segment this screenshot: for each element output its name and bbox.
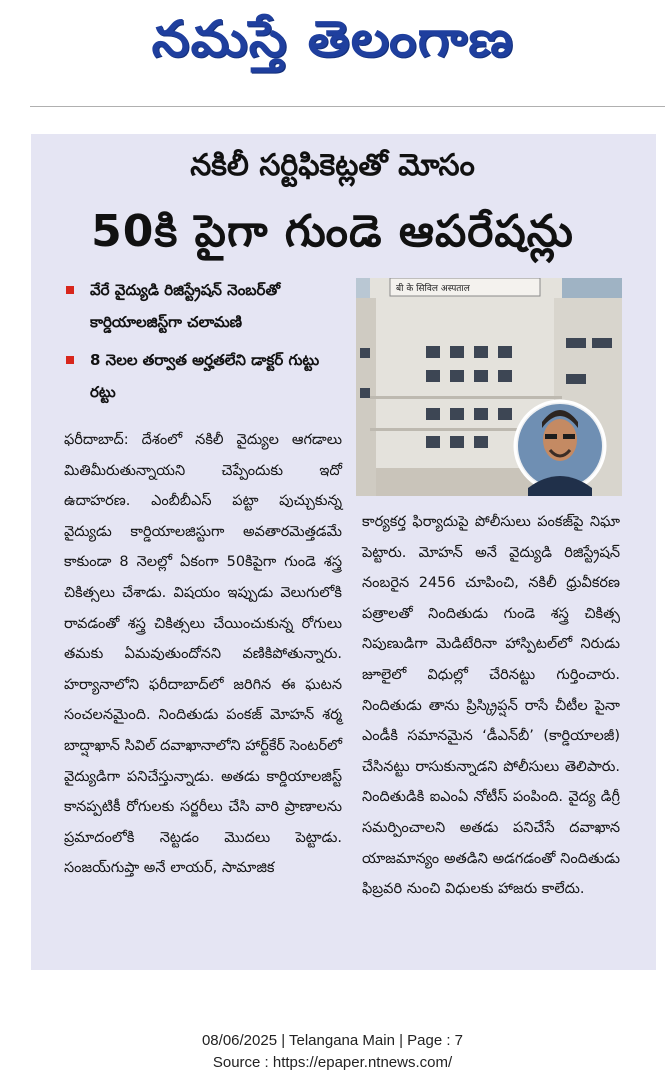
article-headline: 50కి పైగా గుండె ఆపరేషన్లు [91, 206, 574, 257]
bullet-text: 8 నెలల తర్వాత అర్హతలేని డాక్టర్ గుట్టు రట్టు [90, 351, 320, 401]
hospital-photo [356, 278, 622, 496]
article-body-right-column: కార్యకర్త ఫిర్యాదుపై పోలీసులు పంకజ్‌పై నిఘా పెట్టారు. మోహన్ అనే వైద్యుడి రిజిస్ట్రేషన్ నంబరైన 2456 చూపించి, నకిలీ ధ్రువీకరణ పత్రాలతో నిందితుడు గుండె శస్త్ర చికిత్స నిపుణుడిగా మెడిటేరినా హాస్పిటల్‌లో నిరుడు జూలైలో విధుల్లో చేరినట్టు గుర్తించారు. నిందితుడు తాను ప్రిస్క్రిప్షన్ రాసే చీటీల పైనా ఎండీకి సమానమైన ‘డీఎన్‌బీ’ (కార్డియాలజీ) చేసినట్టు రాసుకున్నాడని పోలీసులు తెలిపారు. నిందితుడికి ఐఎంఏ నోటీస్ పంపింది. వైద్య డిగ్రీ సమర్పించాలని అతడు పనిచేసే దవాఖాన యాజమాన్యం అతడిని అడగడంతో నిందితుడు ఫిబ్రవరి నుంచి విధులకు హాజరు కాలేదు. [362, 514, 620, 898]
newspaper-logo: నమస్తే తెలంగాణ [151, 9, 514, 68]
page-footer [0, 1030, 665, 1074]
bullet-square-icon [66, 356, 74, 364]
article-kicker: నకిలీ సర్టిఫికెట్లతో మోసం [190, 148, 475, 183]
highlight-bullet [62, 344, 342, 408]
masthead [0, 0, 665, 90]
bullet-text: వేరే వైద్యుడి రిజిస్ట్రేషన్ నెంబర్‌తో కార్డియాలజిస్ట్‌గా చలామణి [90, 281, 281, 331]
highlight-bullets [62, 274, 342, 414]
hospital-building-image [356, 278, 622, 496]
source-url[interactable]: Source : https://epaper.ntnews.com/ [212, 1054, 453, 1071]
edition-info: 08/06/2025 | Telangana Main | Page : 7 [201, 1032, 464, 1049]
highlight-bullet [62, 274, 342, 338]
bullet-square-icon [66, 286, 74, 294]
hospital-signboard: बी के सिविल अस्पताल [396, 284, 470, 294]
masthead-divider [30, 106, 665, 107]
article-body-left-column: ఫరీదాబాద్: దేశంలో నకిలీ వైద్యుల ఆగడాలు మితిమీరుతున్నాయని చెప్పేందుకు ఇదో ఉదాహరణ. ఎంబీబీఎస్ పట్టా పుచ్చుకున్న వైద్యుడు కార్డియాలజిస్టుగా అవతారమెత్తడమే కాకుండా 8 నెలల్లో ఏకంగా 50కిపైగా గుండె శస్త్ర చికిత్సలు చేశాడు. విషయం ఇప్పుడు వెలుగులోకి రావడంతో శస్త్ర చికిత్సలు చేయించుకున్న రోగులు తమకు ఏమవుతుందోనని వణికిపోతున్నారు. హర్యానాలోని ఫరీదాబాద్‌లో జరిగిన ఈ ఘటన సంచలనమైంది. నిందితుడు పంకజ్ మోహన్ శర్మ బాద్షాఖాన్ సివిల్ దవాఖానాలోని హార్ట్‌కేర్ సెంటర్‌లో వైద్యుడిగా పనిచేస్తున్నాడు. అతడు కార్డియాలజిస్ట్ కానప్పటికీ రోగులకు సర్జరీలు చేసి వారి ప్రాణాలను ప్రమాదంలోకి నెట్టడం మొదలు పెట్టాడు. సంజయ్‌గుప్తా అనే లాయర్, సామాజిక [64, 432, 342, 877]
